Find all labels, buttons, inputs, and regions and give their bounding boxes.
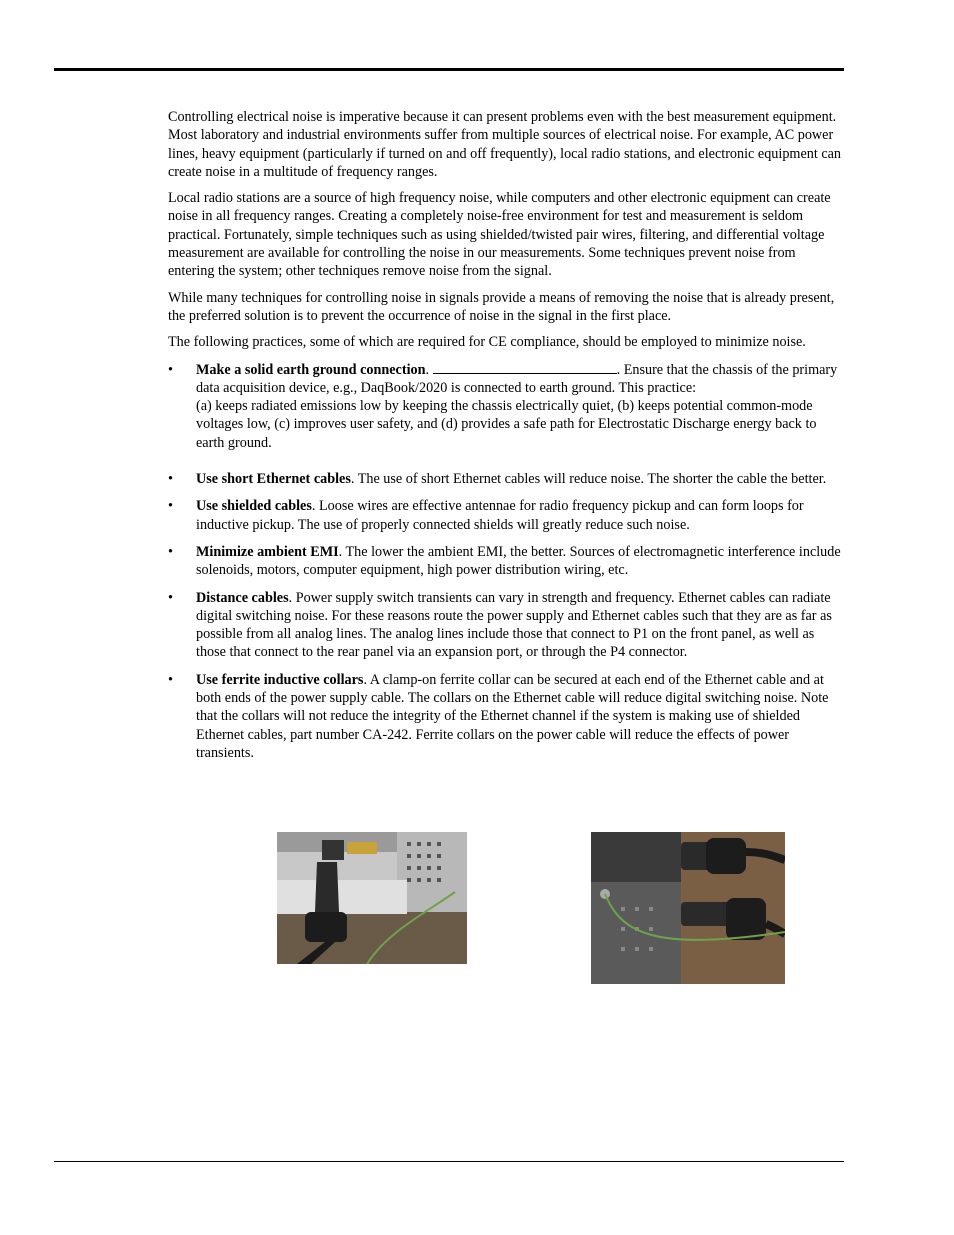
intro-paragraph-2: Local radio stations are a source of high frequency noise, while computers and other electronic equipment can create noise in all frequency ranges. Creating a completely noise-free environment for test and measurement is seldom practical. Fortunately, simple techniques such as using shielded/twisted pair wires, filtering, and differential voltage measurement are available for controlling the noise in our measurements. Some techniques prevent noise from entering the system; other techniques remove noise from the signal. (168, 190, 831, 280)
practice-title: Use short Ethernet cables (196, 471, 351, 488)
practice-item-distance-cables (168, 589, 844, 662)
practice-title: Distance cables (196, 589, 289, 606)
intro-paragraph-1: Controlling electrical noise is imperative because it can present problems even with the best measurement equipment. Most laboratory and industrial environments suffer from multiple sources of electrical noise. For example, AC power lines, heavy equipment (particularly if turned on and off frequently), local radio stations, and electronic equipment can create noise in a multitude of frequency ranges. (168, 109, 842, 180)
bullet: • (168, 471, 173, 488)
practice-item-ferrite-collars (168, 671, 844, 762)
practice-title: Minimize ambient EMI (196, 543, 339, 560)
bullet: • (168, 589, 173, 606)
header-rule (54, 68, 844, 71)
practice-text-continued: (a) keeps radiated emissions low by keeping the chassis electrically quiet, (b) keeps potential common-mode voltages low, (c) improves user safety, and (d) provides a safe path for Electrostatic Discharge energy back to earth ground. (196, 398, 817, 451)
practice-title: Use ferrite inductive collars (196, 671, 364, 688)
document-body (168, 108, 844, 771)
practice-item-short-ethernet (168, 470, 844, 488)
practice-item-ambient-emi (168, 543, 844, 580)
practice-text: . The use of short Ethernet cables will reduce noise. The shorter the cable the better. (350, 471, 827, 488)
practice-item-shielded-cables (168, 497, 844, 534)
ferrite-collar-on-ethernet-cable-photo (277, 832, 467, 964)
intro-paragraph-3: While many techniques for controlling noise in signals provide a means of removing the noise that is already present, the preferred solution is to prevent the occurrence of noise in the signal in the first place. (168, 289, 835, 324)
practice-text: . Loose wires are effective antennae for radio frequency pickup and can form loops for inductive pickup. The use of properly connected shields will greatly reduce such noise. (196, 498, 804, 533)
practice-list (168, 361, 844, 763)
practice-item-earth-ground: • Make a solid earth ground connection. . Ensure that the chassis of the primary data acquisition device, e.g., DaqBook/2020 is connected to earth ground. This practice: (a) keeps radiated emissions low by keeping the chassis electrically quiet, (b) keeps potential common-mode voltages low, (c) improves user safety, and (d) provides a safe path for Electrostatic Discharge energy back to earth ground. (168, 361, 838, 451)
ferrite-collar-on-power-cable-photo (591, 832, 785, 984)
bullet: • (168, 543, 173, 560)
practice-text: . The lower the ambient EMI, the better. Sources of electromagnetic interference include solenoids, motors, computer equipment, high power distribution wiring, etc. (196, 543, 841, 579)
practice-title: Make a solid earth ground connection (196, 361, 426, 378)
bullet: • (168, 361, 173, 378)
intro-paragraph-4: The following practices, some of which are required for CE compliance, should be employed to minimize noise. (168, 334, 806, 351)
practice-text: . Ensure that the chassis of the primary data acquisition device, e.g., DaqBook/2020 is connected to earth ground. This practice: (196, 361, 838, 396)
practice-text: . Power supply switch transients can vary in strength and frequency. Ethernet cables can radiate digital switching noise. For these reasons route the power supply and Ethernet cables such that they are as far as possible from all analog lines. The analog lines include those that connect to P1 on the front panel, as well as those that connect to the rear panel via an expansion port, or through the P4 connector. (196, 589, 832, 661)
practice-title: Use shielded cables (196, 498, 312, 515)
blank-line (433, 361, 617, 374)
bullet: • (168, 498, 173, 515)
footer-rule (54, 1161, 844, 1162)
bullet: • (168, 671, 173, 688)
practice-text: . A clamp-on ferrite collar can be secured at each end of the Ethernet cable and at both ends of the power supply cable. The collars on the Ethernet cable will reduce digital switching noise. Note that the collars will not reduce the integrity of the Ethernet channel if the system is making use of shielded Ethernet cables, part number CA-242. Ferrite collars on the power cable will reduce the effects of power transients. (196, 671, 829, 761)
